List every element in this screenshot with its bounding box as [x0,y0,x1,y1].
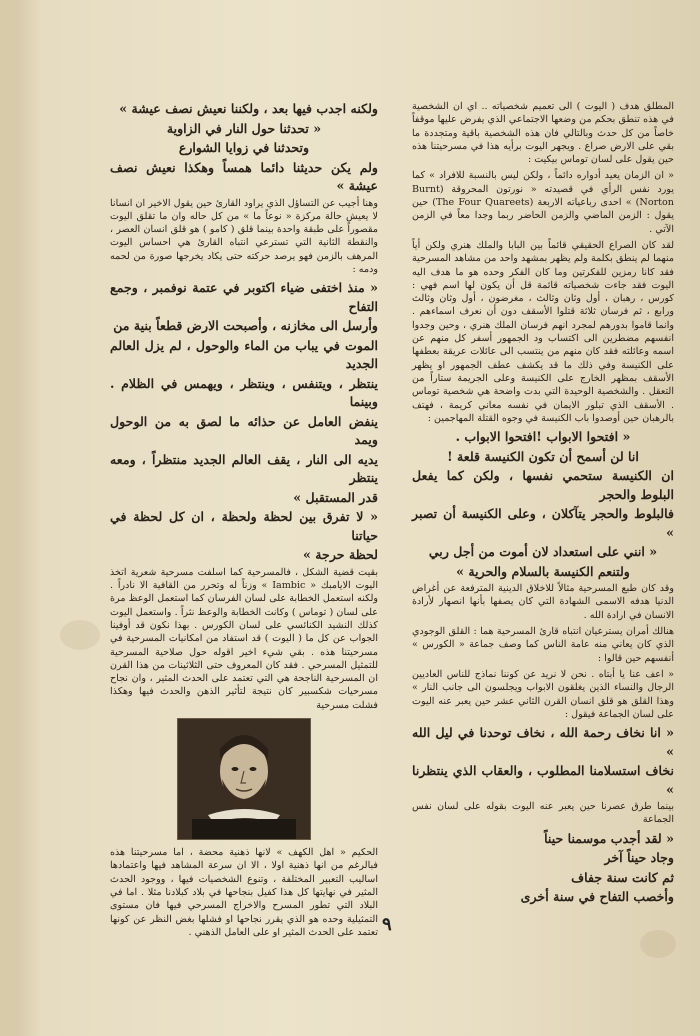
verse-line: ولكنه اجدب فيها بعد ، ولكننا نعيش نصف عيشة » [119,101,378,116]
verse-line: ينفض العامل عن حذائه ما لصق به من الوحول ويمد [110,413,378,448]
paper-stain [640,930,676,958]
verse-line: وجاد حيناً آخر [604,850,674,866]
verse-line: الموت في يباب من الماء والوحول ، لم يزل العالم الجديد [110,337,378,372]
verse-line: انا لن أسمح أن تكون الكنيسة قلعة ! [447,448,639,464]
verse-line: « لقد أجدب موسمنا حيناً [544,830,674,846]
paragraph: وقد كان طبع المسرحية مثالاً للاخلاق الدينية المترفعة عن أغراض الدنيا هدفه الاسمى الشهادة التي كان يصفها بأنها انصهار لأرادة الانسان في ارادة الله . [412,583,674,621]
paper-stain [60,620,100,650]
paragraph: « ان الزمان يعيد أدواره دائماً ، ولكن ليس بالنسبة للافراد » كما يورد نفس الرأي في قصيدته « نورتون المحروقة (Burnt Norton) » احدى رباعياته الاربعة (The Four Quareets) حين يقول : الزمن الماضي والزمن الحاضر ربما وجدا معاً في الزمن الآتي . [412,170,674,235]
page-edge-shadow [0,0,16,1036]
right-text-column [412,100,674,910]
verse-line: وأخصب التفاح في سنة أخرى [520,889,674,905]
paragraph: بينما طرق عصرنا حين يعبر عنه اليوت بقوله على لسان نفس الجماعة [412,801,674,826]
verse-line: « افتحوا الابواب !افتحوا الابواب . [455,429,631,445]
verse-line: ثم كانت سنة جفاف [571,869,674,885]
page-number: ٩ [382,914,392,935]
verse-line: « انني على استعداد لان أموت من أجل ربي [428,544,658,560]
paragraph: لقد كان الصراع الحقيقي قائماً بين البابا والملك هنري ولكن أياً منهما لم ينطق بكلمة ولم يظهر بمشهد واحد من مشاهد المسرحية فقد كانا رمزين للفكرتين وما كان الفكر وحده هو ما هدف اليه اليوت فقد جاءت شخصياته قائمة قل أن يكون لها اسم فهي : كورس ، رهبان ، أول وثان وثالث ، مغرضون ، أول وثان وثالث ورابع ، ثم فرسان ثلاثة قتلوا الأسقف دون أن نعرف اسماءهم . وانما قاموا بدورهم لمجرد انهم فرسان الملك هنري ، وحين وجدوا انفسهم مضطرين الى اكتساب ود الجمهور أسفر كل منهم عن اسمه وعائلته فقد كان منهم من ينتسب الى عائلات عريقة بعطفها على الكنيسة وفي ذلك ما قد يكشف عطف الجمهور او يظهر الأسقف بمظهر الخارج على الكنيسة وعلى الجريمة ستاراً من التعقل . والشخصية الوحيدة التي بدت واضحة هي شخصية توماس . الأسقف الذي تبلور الايمان في نفسه معاني كريمة ، فهتف بالرهبان حين أوصدوا باب الكنيسة في وجوه القتلة المهاجمين : [412,239,674,424]
verse-line: يديه الى النار ، يقف العالم الجديد منتظراً ، ومعه ينتظر [110,451,378,486]
verse-line: ينتظر ، ويتنفس ، وينتظر ، ويهمس في الظلام . وبينما [110,375,378,410]
verse-line: ان الكنيسة ستحمي نفسها ، ولكن كما يفعل البلوط والحجر [412,468,674,502]
verse-line: فالبلوط والحجر يتآكلان ، وعلى الكنيسة أن تصبر » [412,506,674,540]
paragraph: وهنا أجيب عن التساؤل الذي يراود القارئ حين يقول الاخير ان انسانا لا يعيش حالة مركزة « نوعاً ما » من كل حاله وان ما تقلق اليوت مقصوراً على طبقة واحدة بينما قلق ( كامو ) هو قلق انسان العصر ، والنقطة الثانية التي تسترعي انتباه القارئ هي احساس اليوت المرهف بالزمن فهو يرصد حركته حتى يكاد يخرجها صورة من لحمه ودمه : [110,197,378,275]
verse-line: قدر المستقبل » [293,489,378,505]
verse-line: « انا نخاف رحمة الله ، نخاف توحدنا في ليل الله » [412,725,674,759]
verse-line: « تحدثنا حول النار في الزاوية [166,120,322,136]
verse-line: وتحدثنا في زوايا الشوارع [178,140,310,155]
verse-line: ولتنعم الكنيسة بالسلام والحرية » [456,563,630,579]
verse-line: وأرسل الى مخازنه ، وأصبحت الارض قطعاً بنية من [113,318,378,334]
verse-line: لحظة حرجة » [303,547,378,563]
verse-line: « لا تفرق بين لحظة ولحظة ، ان كل لحظة في حياتنا [110,509,378,543]
portrait-illustration [178,719,310,839]
verse-line: ولم يكن حديثنا دائما همساً وهكذا نعيش نصف عيشة » [110,159,378,193]
shakespeare-portrait [177,718,311,840]
paragraph: هنالك أمران يسترعيان انتباه قارئ المسرحية هما : القلق الوجودي الذي كان يعاني منه عامة الناس كما وصف جماعة « الكورس » أنفسهم حين قالوا : [412,626,674,664]
verse-line: نخاف استسلامنا المطلوب ، والعقاب الذي ينتظرنا » [412,763,674,797]
paragraph: بقيت قضية الشكل ، فالمسرحية كما اسلفت مسرحية شعرية اتخذ اليوت الايامبك « Iambic » وزناً له وتحرر من القافية الا نادراً . ولكنه استعمل الخطابة على لسان الفرسان كما استعمل الوعظ مرة على لسان ( توماس ) وكانت الخطابة والوعظ نثراً . واستعمل اليوت كذلك النشيد الكنائسي على لسان الكورس . بهذا نكون قد أوفينا الجواب عن كل ما ( اليوت ) قد استفاد من امكانيات المسرحية في مسرحيتنا هذه . بقي شيء اخير اقوله حول صلاحية المسرحية للتمثيل المسرحي . فقد كان المعروف حتى الثلاثينات من هذا القرن ان المسرحية الناجحة هي التي تعتمد على الحدث المثير ، وان نجاح مسرحيات شكسبير كان نتيجة لتأثير الذهن والحدث فيها وهكذا فشلت مسرحية [110,566,378,711]
left-text-column [110,100,378,938]
paragraph: « اعف عنا يا أبتاه . نحن لا نريد عن كوننا نماذج للناس العاديين الرجال والنساء الذين يغلقون الابواب ويجلسون الى جانب النار » وهذا القلق هو قلق انسان القرن الثاني عشر حين يعبر عنه اليوت على لسان الجماعة فيقول : [412,668,674,720]
verse-line: « منذ اختفى ضياء اكتوبر في عتمة نوفمبر ، وجمع التفاح [110,280,378,314]
paragraph: الحكيم « اهل الكهف » لانها ذهنية محضة ، اما مسرحيتنا هذه فبالرغم من انها ذهنية اولا ، الا ان سرعة المشاهد فيها واعتمادها اساليب التعبير المختلفة ، وتنوع الشخصيات فيها ، ووجود الحدث المثير في نهايتها كل هذا كفيل بنجاحها في بلاد كبلادنا مثلا . اما في البلاد التي تطور المسرح والاخراج المسرحي فيها فان مستوى التمثيلية وحده هو الذي يقرر نجاحها او فشلها بغض النظر عن كونها تعتمد على الحدث المثير او على العامل الذهني . [110,847,378,938]
paragraph: المطلق هدف ( اليوت ) الى تعميم شخصياته .. اي ان الشخصية في هذه تنطق بحكم من وضعها الاجتماعي الذي يفرض عليها موقفاً خاصاً من كل حدث وبالتالي فان هذه الشخصية باقية ومتجددة ما بقي على الارض صراع . ويجهر اليوت برأيه هذا في مسرحيتنا هذه حين يقول على لسان توماس بيكيت : [412,101,674,166]
